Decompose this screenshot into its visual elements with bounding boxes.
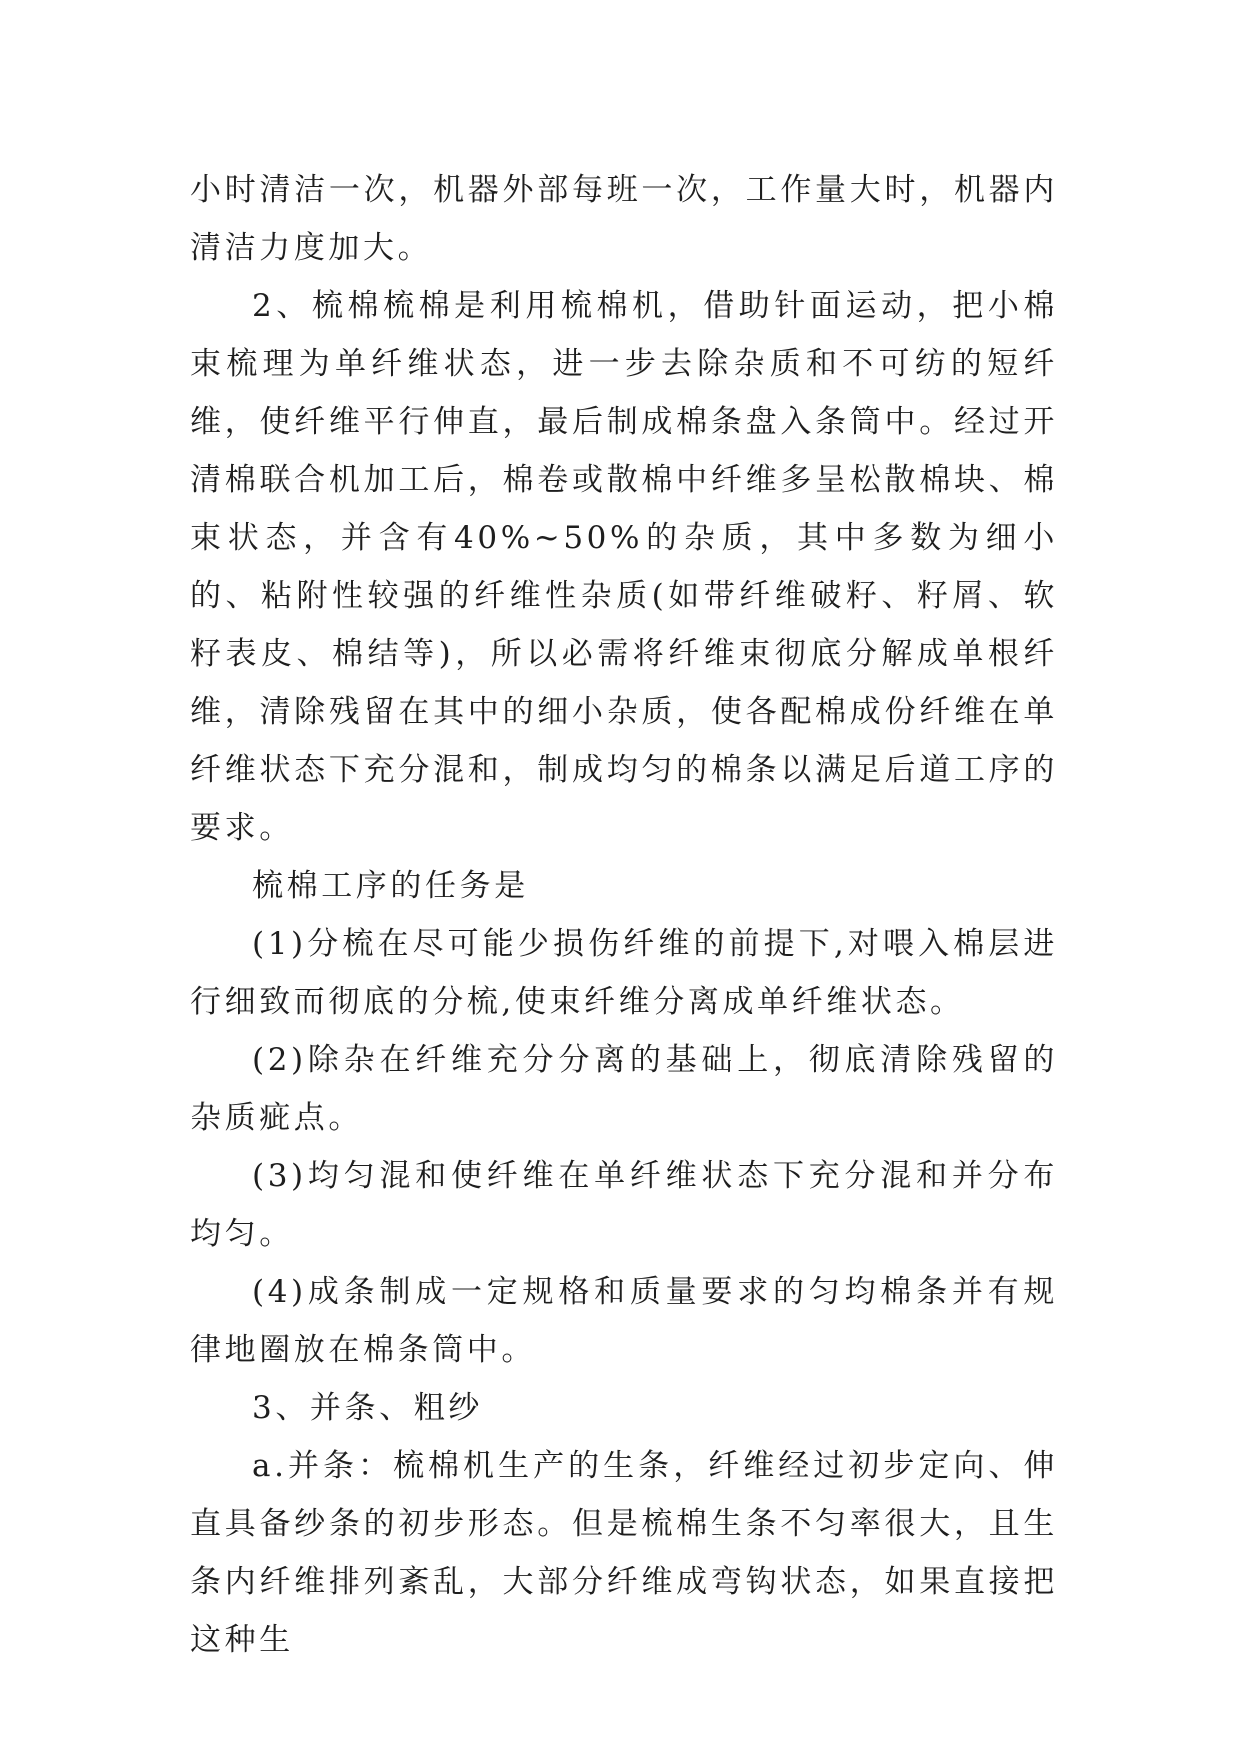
paragraph-task-2-impurity-removal: (2)除杂在纤维充分分离的基础上，彻底清除残留的杂质疵点。 [190, 1042, 1058, 1136]
document-body [190, 161, 1058, 1669]
section-heading-drawing-roving: 3、并条、粗纱 [252, 1390, 483, 1426]
paragraph-cleaning-frequency: 小时清洁一次，机器外部每班一次，工作量大时，机器内清洁力度加大。 [190, 172, 1058, 266]
paragraph-carding-intro: 2、梳棉梳棉是利用梳棉机，借助针面运动，把小棉束梳理为单纤维状态，进一步去除杂质和不可纺的短纤维，使纤维平行伸直，最后制成棉条盘入条筒中。经过开清棉联合机加工后，棉卷或散棉中纤维多呈松散棉块、棉束状态，并含有40%~50%的杂质，其中多数为细小的、粘附性较强的纤维性杂质(如带纤维破籽、籽屑、软籽表皮、棉结等)，所以必需将纤维束彻底分解成单根纤维，清除残留在其中的细小杂质，使各配棉成份纤维在单纤维状态下充分混和，制成均匀的棉条以满足后道工序的要求。 [190, 288, 1058, 846]
paragraph-task-4-sliver-forming: (4)成条制成一定规格和质量要求的匀均棉条并有规律地圈放在棉条筒中。 [190, 1274, 1058, 1368]
paragraph-task-1-carding: (1)分梳在尽可能少损伤纤维的前提下,对喂入棉层进行细致而彻底的分梳,使束纤维分离成单纤维状态。 [190, 926, 1058, 1020]
paragraph-carding-tasks-heading: 梳棉工序的任务是 [252, 868, 529, 904]
paragraph-task-3-blending: (3)均匀混和使纤维在单纤维状态下充分混和并分布均匀。 [190, 1158, 1058, 1252]
paragraph-drawing-intro: a.并条：梳棉机生产的生条，纤维经过初步定向、伸直具备纱条的初步形态。但是梳棉生条不匀率很大，且生条内纤维排列紊乱，大部分纤维成弯钩状态，如果直接把这种生 [190, 1448, 1058, 1658]
